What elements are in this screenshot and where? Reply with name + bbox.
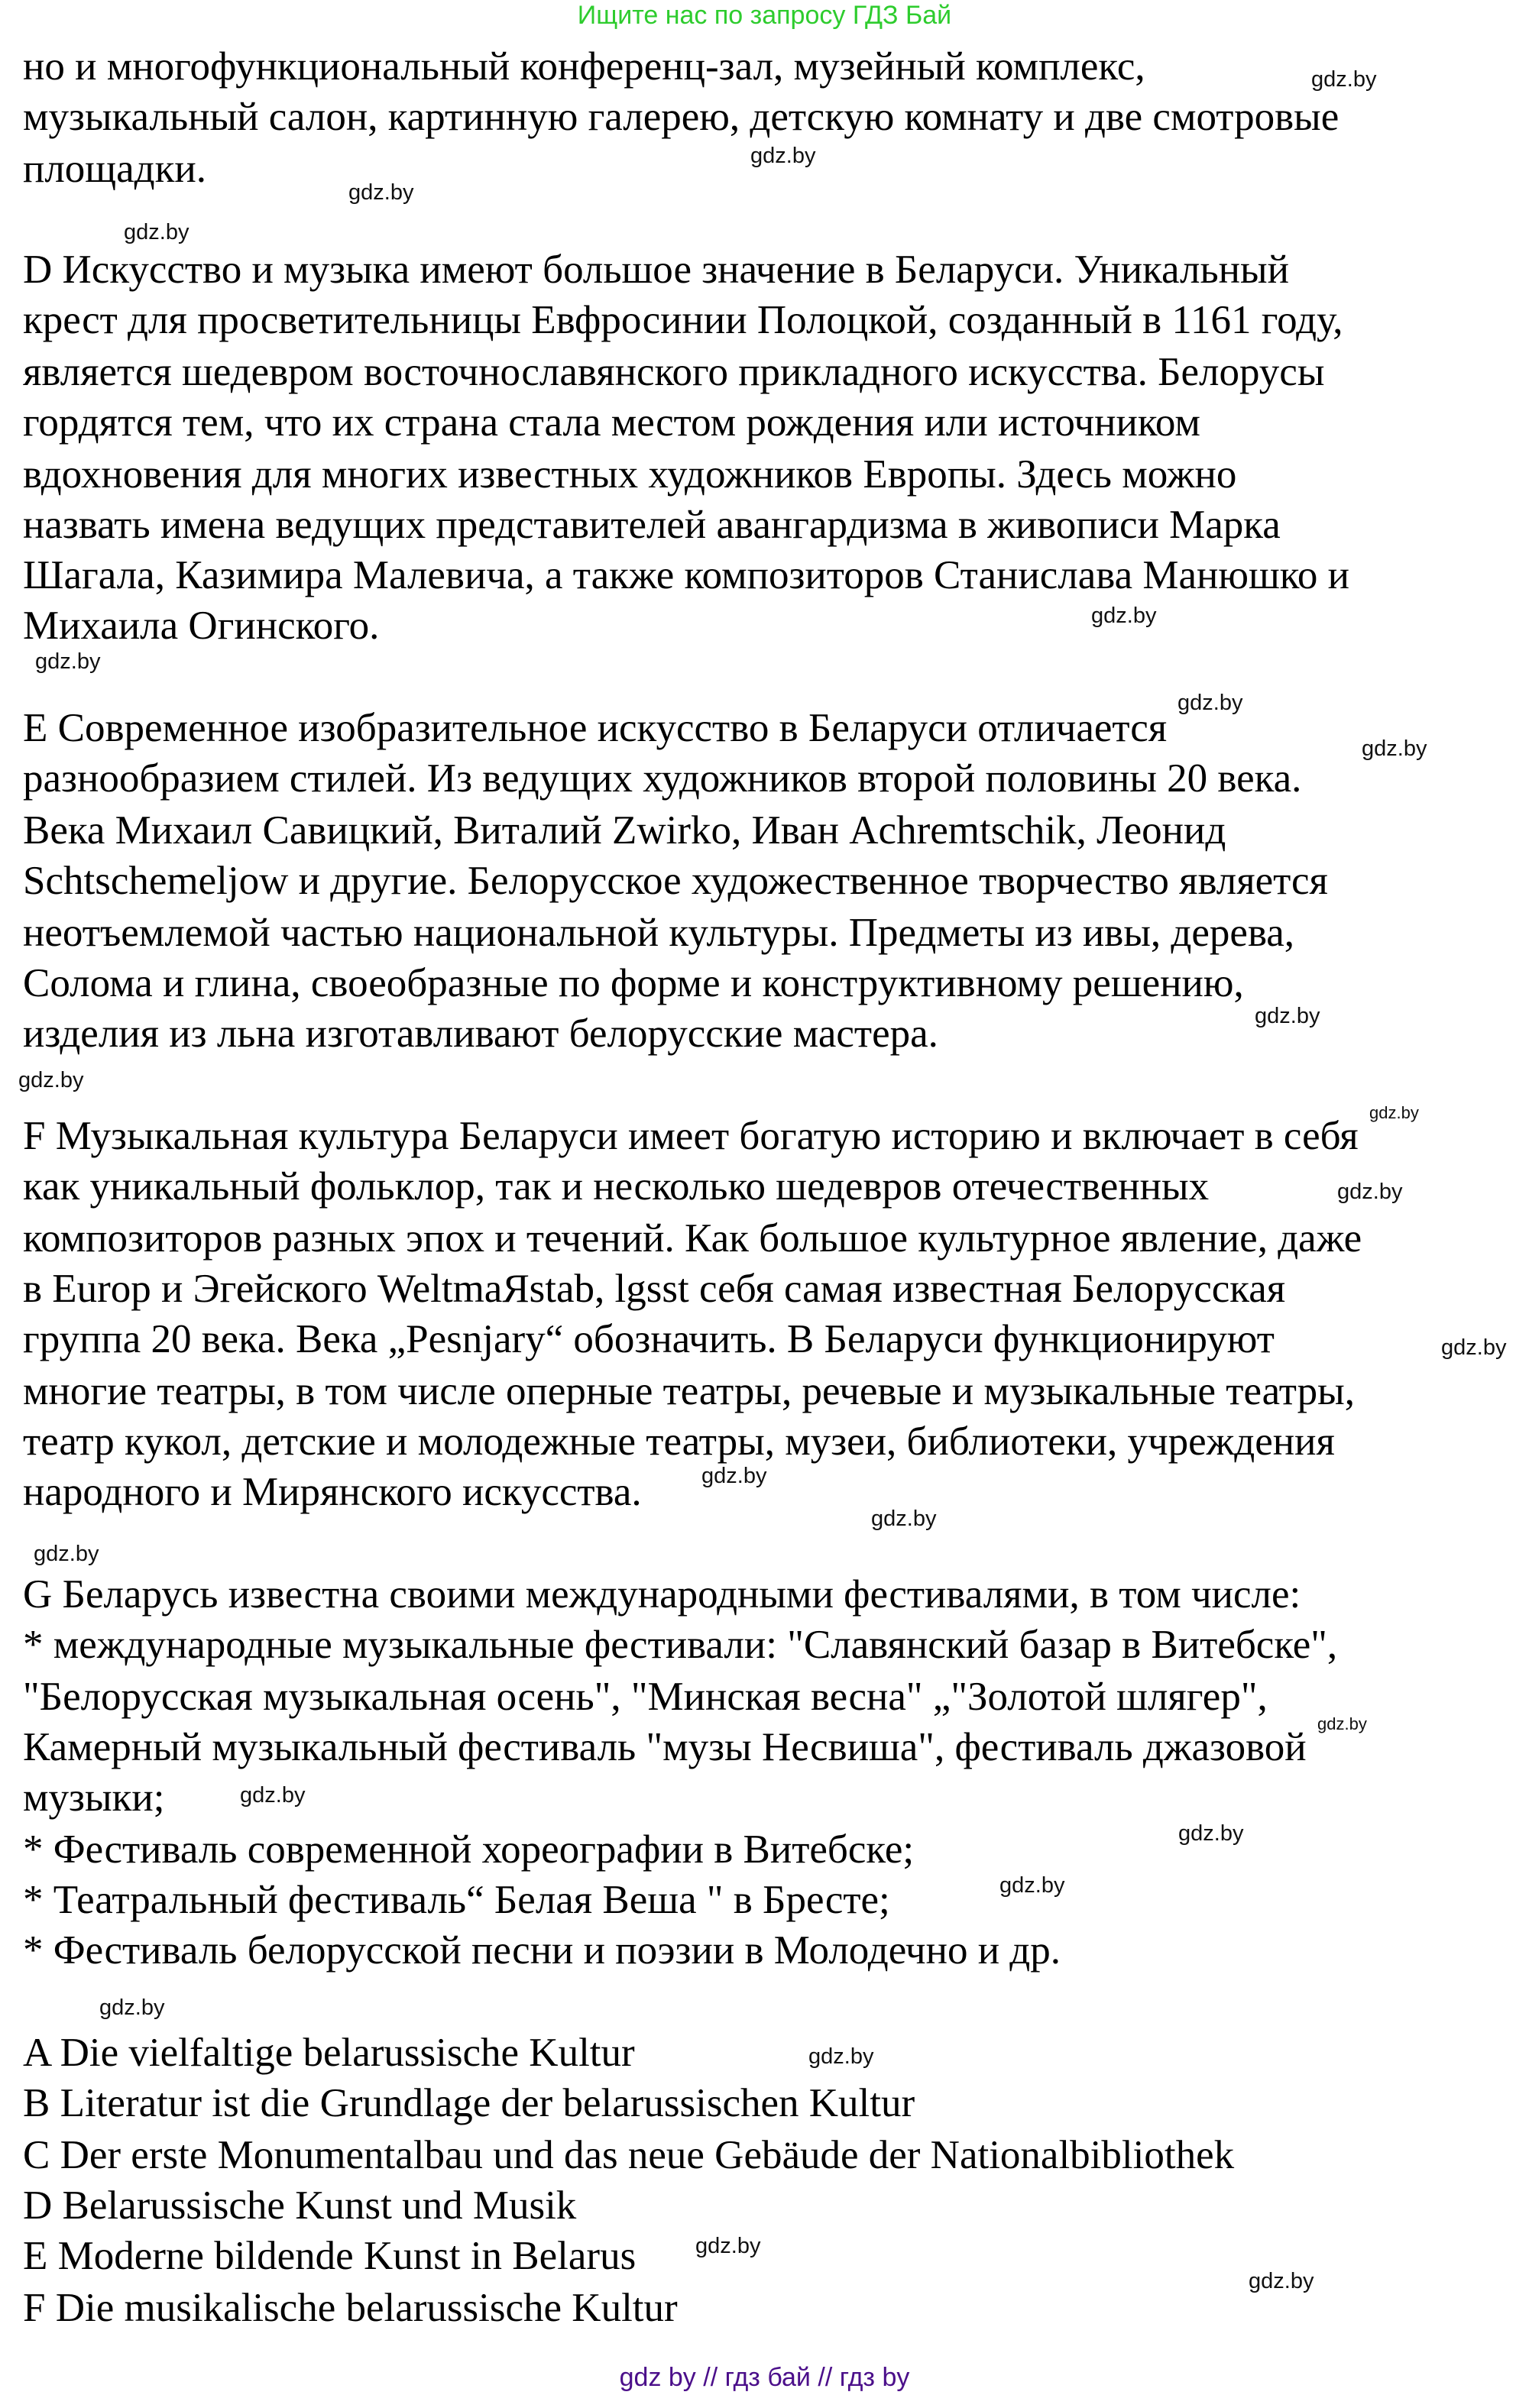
search-hint-banner: Ищите нас по запросу ГДЗ Бай: [577, 1, 952, 30]
watermark: gdz.by: [124, 220, 190, 244]
text-line: F Die musikalische belarussische Kultur: [23, 2286, 678, 2330]
text-line: Михаила Огинского.: [23, 604, 380, 648]
text-line: разнообразием стилей. Из ведущих художников второй половины 20 века.: [23, 756, 1302, 801]
text-line: * Фестиваль белорусской песни и поэзии в Молодечно и др.: [23, 1928, 1061, 1973]
watermark: gdz.by: [240, 1783, 306, 1808]
text-line: F Музыкальная культура Беларуси имеет богатую историю и включает в себя: [23, 1114, 1359, 1158]
watermark: gdz.by: [1249, 2269, 1314, 2293]
text-line: но и многофункциональный конференц-зал, музейный комплекс,: [23, 44, 1145, 89]
text-line: * Театральный фестиваль“ Белая Веша " в Бресте;: [23, 1878, 890, 1922]
watermark: gdz.by: [701, 1464, 767, 1488]
text-line: D Искусство и музыка имеют большое значение в Беларуси. Уникальный: [23, 248, 1289, 292]
watermark: gdz.by: [1369, 1103, 1419, 1122]
text-line: вдохновения для многих известных художников Европы. Здесь можно: [23, 452, 1237, 497]
watermark: gdz.by: [1317, 1714, 1367, 1733]
text-line: назвать имена ведущих представителей авангардизма в живописи Марка: [23, 503, 1281, 547]
watermark: gdz.by: [750, 144, 816, 168]
watermark: gdz.by: [1337, 1180, 1403, 1204]
text-line: A Die vielfaltige belarussische Kultur: [23, 2031, 635, 2075]
watermark: gdz.by: [1311, 67, 1377, 92]
watermark: gdz.by: [348, 180, 414, 205]
text-line: G Беларусь известна своими международными фестивалями, в том числе:: [23, 1572, 1301, 1617]
watermark: gdz.by: [1441, 1335, 1507, 1360]
watermark: gdz.by: [34, 1542, 99, 1566]
watermark: gdz.by: [1255, 1004, 1320, 1028]
text-line: * международные музыкальные фестивали: "Славянский базар в Витебске",: [23, 1623, 1338, 1667]
text-line: Века Михаил Савицкий, Виталий Zwirko, Иван Achremtschik, Леонид: [23, 808, 1226, 853]
text-line: неотъемлемой частью национальной культуры. Предметы из ивы, дерева,: [23, 911, 1295, 955]
watermark: gdz.by: [871, 1507, 937, 1531]
text-line: Schtschemeljow и другие. Белорусское художественное творчество является: [23, 859, 1328, 903]
watermark: gdz.by: [1091, 604, 1157, 628]
text-line: является шедевром восточнославянского прикладного искусства. Белорусы: [23, 350, 1325, 394]
text-line: музыкальный салон, картинную галерею, детскую комнату и две смотровые: [23, 95, 1339, 139]
text-line: крест для просветительницы Евфросинии Полоцкой, созданный в 1161 году,: [23, 298, 1343, 342]
text-line: Шагала, Казимира Малевича, а также композиторов Станислава Манюшко и: [23, 553, 1349, 597]
text-line: E Современное изобразительное искусство в Беларуси отличается: [23, 706, 1168, 750]
text-line: музыки;: [23, 1775, 165, 1820]
text-line: площадки.: [23, 147, 206, 191]
watermark: gdz.by: [1178, 1821, 1244, 1846]
watermark: gdz.by: [99, 1995, 165, 2020]
text-line: Камерный музыкальный фестиваль "музы Несвиша", фестиваль джазовой: [23, 1725, 1307, 1769]
watermark: gdz.by: [808, 2044, 874, 2069]
text-line: * Фестиваль современной хореографии в Витебске;: [23, 1827, 915, 1872]
text-line: гордятся тем, что их страна стала местом рождения или источником: [23, 400, 1200, 445]
text-line: изделия из льна изготавливают белорусские мастера.: [23, 1011, 938, 1056]
watermark: gdz.by: [1362, 736, 1427, 761]
watermark: gdz.by: [18, 1068, 84, 1092]
text-line: группа 20 века. Века „Pesnjary“ обозначить. В Беларуси функционируют: [23, 1317, 1275, 1361]
text-line: C Der erste Monumentalbau und das neue Gebäude der Nationalbibliothek: [23, 2133, 1235, 2177]
watermark: gdz.by: [999, 1873, 1065, 1898]
text-line: как уникальный фольклор, так и несколько шедевров отечественных: [23, 1164, 1210, 1209]
text-line: народного и Мирянского искусства.: [23, 1470, 642, 1514]
footer-links[interactable]: gdz by // гдз бай // гдз by: [619, 2363, 910, 2392]
text-line: E Moderne bildende Kunst in Belarus: [23, 2234, 637, 2278]
watermark: gdz.by: [695, 2234, 761, 2258]
watermark: gdz.by: [1178, 691, 1243, 715]
text-line: в Europ и Эгейского WeltmaЯstab, lgsst себя самая известная Белорусская: [23, 1267, 1286, 1311]
text-line: композиторов разных эпох и течений. Как большое культурное явление, даже: [23, 1216, 1362, 1261]
text-line: B Literatur ist die Grundlage der belarussischen Kultur: [23, 2081, 915, 2125]
watermark: gdz.by: [35, 649, 101, 674]
text-line: многие театры, в том числе оперные театры, речевые и музыкальные театры,: [23, 1369, 1355, 1413]
text-line: Солома и глина, своеобразные по форме и конструктивному решению,: [23, 961, 1244, 1005]
text-line: "Белорусская музыкальная осень", "Минская весна" „"Золотой шлягер",: [23, 1675, 1268, 1719]
text-line: D Belarussische Kunst und Musik: [23, 2183, 577, 2228]
text-line: театр кукол, детские и молодежные театры, музеи, библиотеки, учреждения: [23, 1419, 1335, 1464]
